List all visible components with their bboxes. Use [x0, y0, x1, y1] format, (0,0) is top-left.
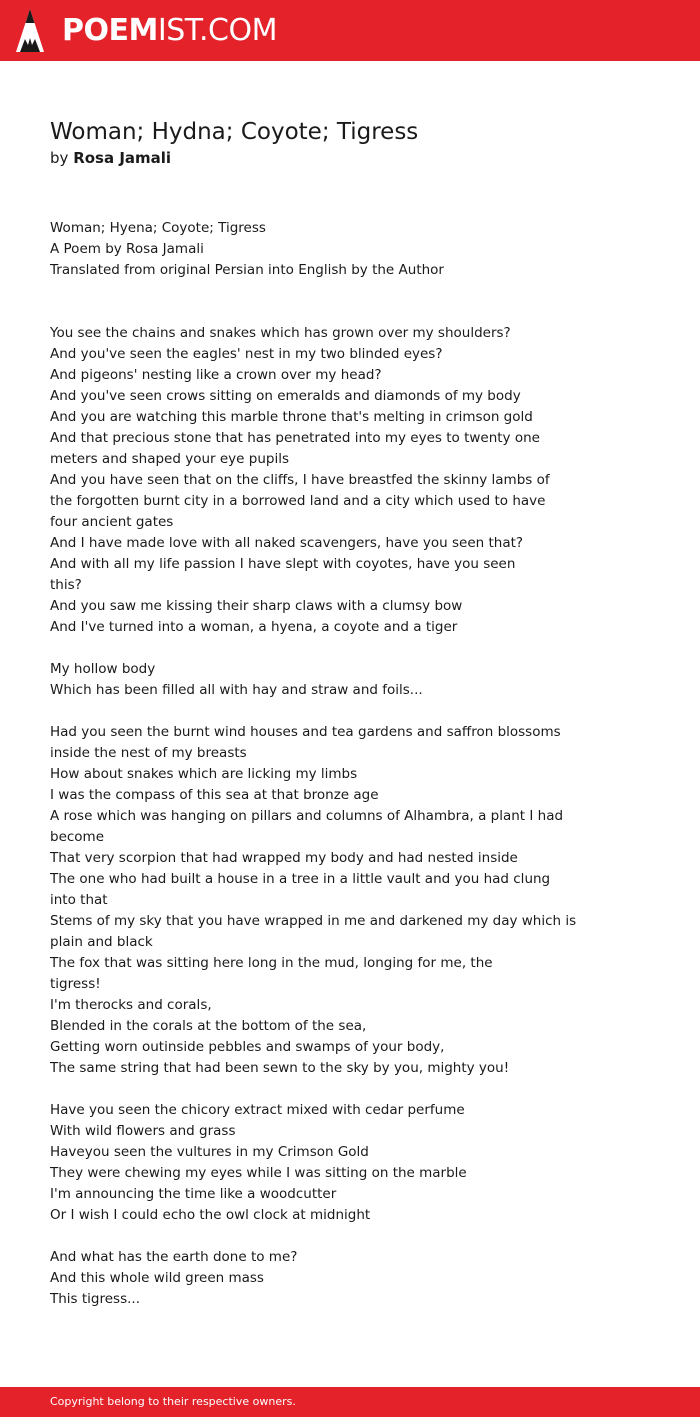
poem-line: And with all my life passion I have slept with coyotes, have you seen [50, 556, 516, 572]
poem-line: How about snakes which are licking my limbs [50, 766, 358, 782]
stanza-break [50, 302, 610, 323]
poem-line: And you have seen that on the cliffs, I have breastfed the skinny lambs of [50, 472, 550, 488]
poem-line: And this whole wild green mass [50, 1270, 264, 1286]
site-footer [0, 1387, 700, 1417]
poem-line: The same string that had been sewn to the sky by you, mighty you! [50, 1060, 510, 1076]
author-name: Rosa Jamali [73, 149, 172, 167]
poem-line: plain and black [50, 934, 153, 950]
poem-line: The one who had built a house in a tree in a little vault and you had clung [50, 871, 551, 887]
stanza-break [50, 281, 610, 302]
poem-line: Translated from original Persian into English by the Author [50, 262, 444, 278]
poem-line: And that precious stone that has penetrated into my eyes to twenty one [50, 430, 540, 446]
stanza-break [50, 638, 610, 659]
poem-line: I'm announcing the time like a woodcutter [50, 1186, 337, 1202]
poem-line: the forgotten burnt city in a borrowed land and a city which used to have [50, 493, 546, 509]
poem-line: With wild flowers and grass [50, 1123, 236, 1139]
poem-line: And you saw me kissing their sharp claws with a clumsy bow [50, 598, 463, 614]
poem-line: I was the compass of this sea at that bronze age [50, 787, 379, 803]
poem-line: tigress! [50, 976, 101, 992]
poem-line: Getting worn outinside pebbles and swamps of your body, [50, 1039, 445, 1055]
poem-line: four ancient gates [50, 514, 174, 530]
poem-line: And pigeons' nesting like a crown over my head? [50, 367, 382, 383]
byline [50, 148, 171, 169]
poem-line: Or I wish I could echo the owl clock at midnight [50, 1207, 371, 1223]
poem-line: You see the chains and snakes which has grown over my shoulders? [50, 325, 511, 341]
stanza-break [50, 701, 610, 722]
poem-body [50, 218, 610, 1310]
poem-line: And what has the earth done to me? [50, 1249, 298, 1265]
poem-line: And I have made love with all naked scavengers, have you seen that? [50, 535, 524, 551]
by-label: by [50, 149, 69, 167]
poem-line: And you've seen crows sitting on emeralds and diamonds of my body [50, 388, 521, 404]
stanza-break [50, 1226, 610, 1247]
poem-title: Woman; Hydna; Coyote; Tigress [50, 119, 419, 145]
poem-line: Have you seen the chicory extract mixed with cedar perfume [50, 1102, 465, 1118]
poem-line: My hollow body [50, 661, 156, 677]
poem-line: Woman; Hyena; Coyote; Tigress [50, 220, 266, 236]
poem-line: Haveyou seen the vultures in my Crimson Gold [50, 1144, 369, 1160]
poem-line: And you've seen the eagles' nest in my two blinded eyes? [50, 346, 443, 362]
logo-bold-text: POEM [62, 13, 158, 48]
poem-line: become [50, 829, 105, 845]
poem-line: into that [50, 892, 108, 908]
poem-line: inside the nest of my breasts [50, 745, 247, 761]
poem-line: This tigress... [50, 1291, 140, 1307]
poem-line: Had you seen the burnt wind houses and tea gardens and saffron blossoms [50, 724, 561, 740]
poem-line: meters and shaped your eye pupils [50, 451, 289, 467]
pencil-tip-icon[interactable] [16, 9, 44, 52]
poem-line: Stems of my sky that you have wrapped in me and darkened my day which is [50, 913, 577, 929]
poem-line: Blended in the corals at the bottom of the sea, [50, 1018, 367, 1034]
site-header [0, 0, 700, 61]
poem-line: The fox that was sitting here long in the mud, longing for me, the [50, 955, 493, 971]
poem-line: A rose which was hanging on pillars and columns of Alhambra, a plant I had [50, 808, 564, 824]
poem-line: A Poem by Rosa Jamali [50, 241, 204, 257]
site-logo[interactable] [62, 12, 277, 50]
poem-line: Which has been filled all with hay and straw and foils... [50, 682, 423, 698]
poem-line: And you are watching this marble throne that's melting in crimson gold [50, 409, 533, 425]
poem-line: And I've turned into a woman, a hyena, a coyote and a tiger [50, 619, 458, 635]
poem-line: I'm therocks and corals, [50, 997, 212, 1013]
poem-line: They were chewing my eyes while I was sitting on the marble [50, 1165, 467, 1181]
logo-light-text: IST.COM [157, 13, 277, 48]
stanza-break [50, 1079, 610, 1100]
poem-line: this? [50, 577, 82, 593]
poem-line: That very scorpion that had wrapped my body and had nested inside [50, 850, 518, 866]
copyright-notice: Copyright belong to their respective owners. [50, 1395, 296, 1408]
